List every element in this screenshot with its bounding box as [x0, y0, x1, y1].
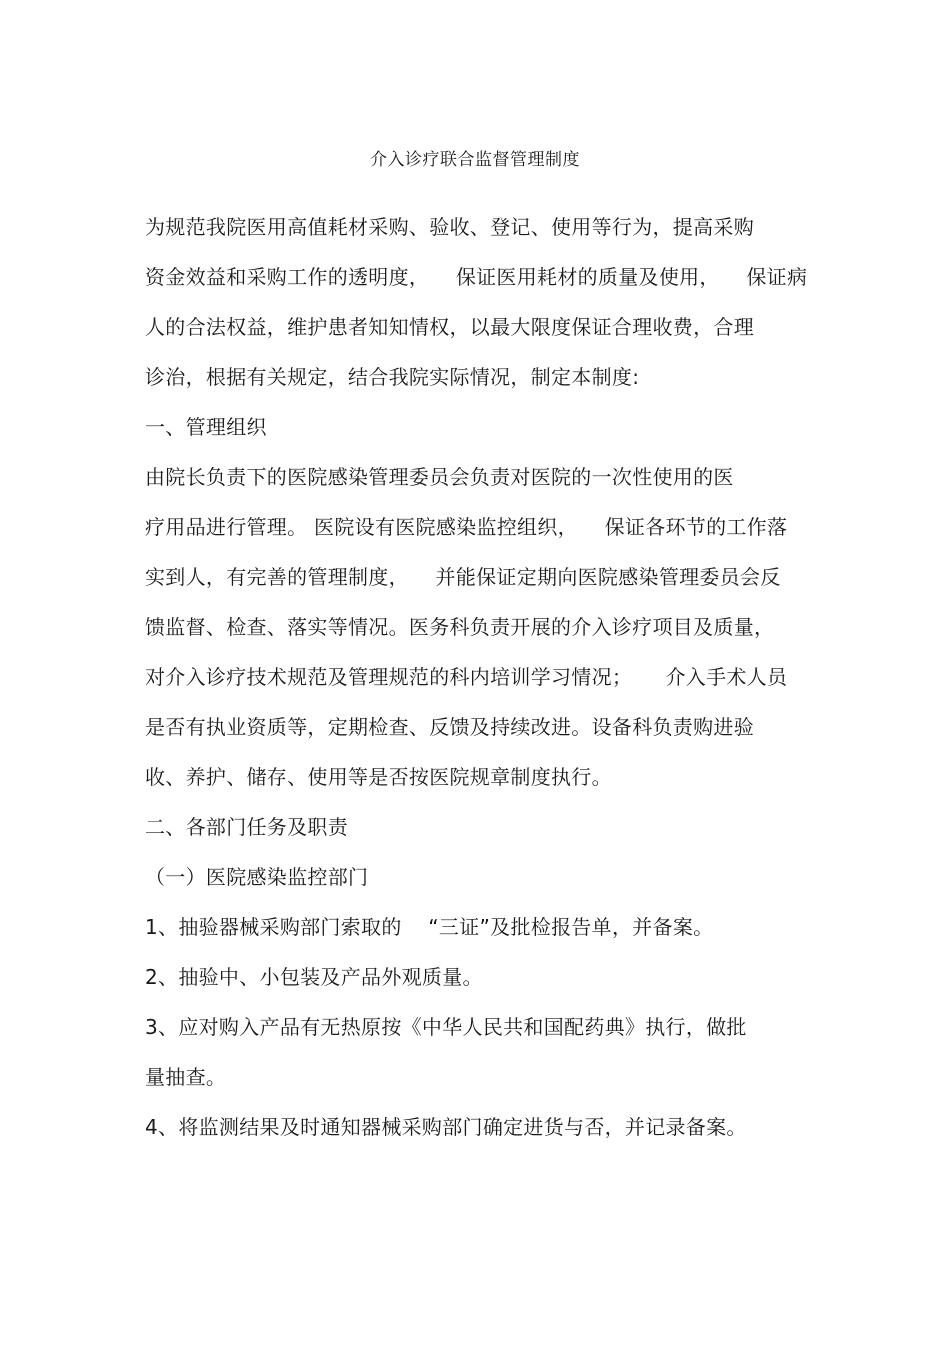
- paragraph-line: 对介入诊疗技术规范及管理规范的科内培训学习情况； 介入手术人员: [145, 665, 788, 689]
- list-item-continuation: 量抽查。: [145, 1065, 227, 1089]
- paragraph-line: 实到人，有完善的管理制度， 并能保证定期向医院感染管理委员会反: [145, 565, 781, 589]
- paragraph-line: 资金效益和采购工作的透明度， 保证医用耗材的质量及使用， 保证病: [145, 265, 808, 289]
- paragraph-line: 为规范我院医用高值耗材采购、验收、登记、使用等行为，提高采购: [145, 215, 754, 239]
- paragraph-line: 人的合法权益，维护患者知知情权，以最大限度保证合理收费，合理: [145, 315, 754, 339]
- list-item: 3、应对购入产品有无热原按《中华人民共和国配药典》执行，做批: [145, 1015, 747, 1039]
- list-item: 2、抽验中、小包装及产品外观质量。: [145, 965, 483, 989]
- section-heading: 二、各部门任务及职责: [145, 815, 348, 839]
- paragraph-line: 收、养护、储存、使用等是否按医院规章制度执行。: [145, 765, 612, 789]
- list-item: 4、将监测结果及时通知器械采购部门确定进货与否，并记录备案。: [145, 1115, 747, 1139]
- paragraph-line: 由院长负责下的医院感染管理委员会负责对医院的一次性使用的医: [145, 465, 734, 489]
- paragraph-line: 馈监督、检查、落实等情况。医务科负责开展的介入诊疗项目及质量，: [145, 615, 775, 639]
- section-heading: 一、管理组织: [145, 415, 267, 439]
- paragraph-line: 疗用品进行管理。 医院设有医院感染监控组织， 保证各环节的工作落: [145, 515, 788, 539]
- subsection-heading: （一）医院感染监控部门: [145, 865, 369, 889]
- list-item: 1、抽验器械采购部门索取的 “三证”及批检报告单，并备案。: [145, 915, 714, 939]
- document-title: 介入诊疗联合监督管理制度: [370, 150, 580, 170]
- paragraph-line: 诊治，根据有关规定，结合我院实际情况，制定本制度:: [145, 365, 640, 389]
- paragraph-line: 是否有执业资质等，定期检查、反馈及持续改进。设备科负责购进验: [145, 715, 754, 739]
